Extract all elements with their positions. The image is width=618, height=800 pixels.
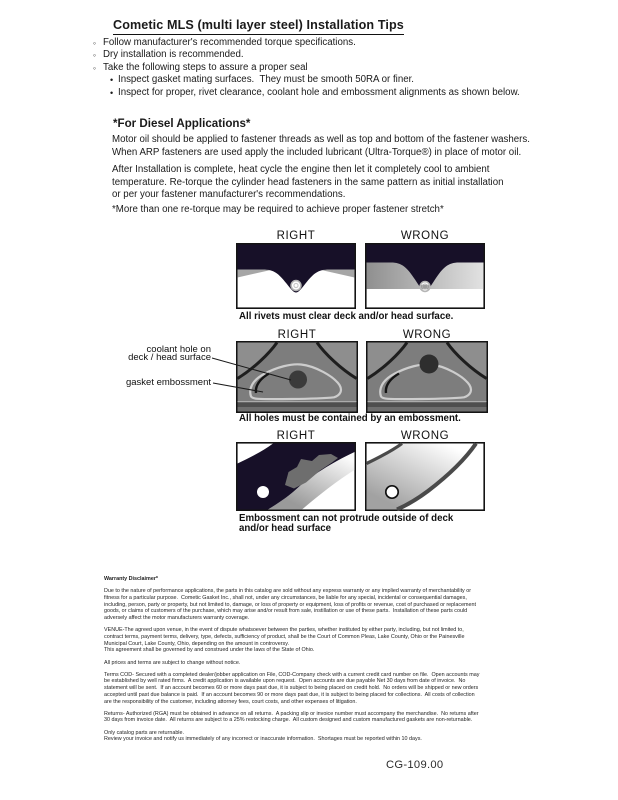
tip-text: Inspect gasket mating surfaces. They must be smooth 50RA or finer. — [118, 74, 414, 86]
tip-text: Follow manufacturer's recommended torque specifications. — [103, 37, 356, 48]
tips-list — [93, 37, 520, 99]
diesel-paragraph-2: After Installation is complete, heat cycle the engine then let it completely cool to ambient temperature. Re-torque the cylinder head fasteners in the same pattern as initial installation or per your fastener manufacturer's recommendations. — [112, 164, 504, 200]
tip-text: Take the following steps to assure a proper seal — [103, 61, 308, 73]
rivet-right-diagram — [236, 243, 356, 309]
page-title: Cometic MLS (multi layer steel) Installation Tips — [113, 18, 404, 35]
legal-heading: Warranty Disclaimer* — [104, 576, 159, 582]
retorque-note: *More than one re-torque may be required to achieve proper fastener stretch* — [112, 204, 444, 215]
legal-paragraph-prices: All prices and terms are subject to change without notice. — [104, 659, 241, 666]
figure-caption: All holes must be contained by an embossment. — [239, 413, 461, 424]
gasket-embossment-callout: gasket embossment — [125, 377, 211, 388]
right-label: RIGHT — [277, 329, 317, 341]
protrusion-right-diagram — [236, 442, 356, 511]
protrusion-wrong-diagram — [365, 442, 485, 511]
tip-item — [93, 49, 520, 61]
tip-text: Dry installation is recommended. — [103, 49, 244, 61]
legal-paragraph-terms: Terms COD- Secured with a completed dealer/jobber application on File, COD-Company check with a current credit card number on file. Open accounts may be established by well rated firms. A credit application is available upon request. Open accounts are due payable Net 30 days from date of invoice. No statement will be sent. If an account becomes 60 or more days past due, it is subject to being placed on credit hold. No orders will be shipped or new orders accepted until past due balance is paid. If an account becomes 90 or more days past due, it is subject to being placed for collections. All costs of collection are the responsibility of the customer, including attorney fees, court costs, and other expenses of litigation. — [104, 671, 480, 705]
part-number: CG-109.00 — [386, 759, 444, 771]
diesel-paragraph-1: Motor oil should be applied to fastener threads as well as top and bottom of the fastener washers. When ARP fasteners are used apply the included lubricant (Ultra-Torque®) in place of motor oil. — [112, 134, 530, 158]
figure-caption: Embossment can not protrude outside of deck and/or head surface — [239, 513, 454, 534]
open-bullet-icon: ◦ — [93, 38, 97, 48]
wrong-label: WRONG — [400, 430, 450, 442]
legal-paragraph-venue: VENUE-The agreed upon venue, in the event of dispute whatsoever between the parties, whether instituted by either party, including, but not limited to, contract terms, payment terms, delivery, type, defects, sufficiency of product, shall be the Court of Common Pleas, Lake County, Ohio or the Painesville Municipal Court, Lake County, Ohio, depending on the amount in controversy. This agreement shall be governed by and construed under the laws of the State of Ohio. — [104, 627, 465, 654]
sub-tip-item — [110, 87, 520, 99]
open-bullet-icon: ◦ — [93, 50, 97, 61]
filled-bullet-icon: • — [110, 87, 114, 98]
sub-tip-item — [110, 74, 520, 86]
tip-text: Inspect for proper, rivet clearance, coolant hole and embossment alignments as shown below. — [118, 86, 520, 98]
filled-bullet-icon: • — [110, 75, 114, 86]
rivet-wrong-diagram — [365, 243, 485, 309]
legal-paragraph-returns: Returns- Authorized (RGA) must be obtained in advance on all returns. A packing slip or invoice number must accompany the merchandise. No returns after 30 days from invoice date. All returns are subject to a 25% restocking charge. All custom designed and custom manufactured gaskets are non-returnable. — [104, 710, 479, 724]
tip-item — [93, 62, 520, 74]
legal-paragraph-catalog: Only catalog parts are returnable. Review your invoice and notify us immediately of any incorrect or inaccurate information. Shortages must be reported within 10 days. — [104, 729, 422, 743]
right-label: RIGHT — [276, 430, 316, 442]
tip-item — [93, 37, 520, 49]
legal-paragraph-warranty: Due to the nature of performance applications, the parts in this catalog are sold without any express warranty or any implied warranty of merchantability or fitness for a particular purpose. Cometic Gasket Inc., shall not, under any circumstances, be liable for any special, incidental or consequential damages, including, person, party or property, but not limited to, damage, or loss of property or equipment, loss of profits or revenue, cost of purchased or replacement goods, or claims of customers of the purchase, which may arise and/or result from sale, instillation or use of these parts. Installation of these parts could adversely affect the motor manufacturers warranty coverage. — [104, 588, 477, 622]
embossment-wrong-diagram — [366, 341, 488, 413]
legal-disclaimer — [104, 576, 518, 743]
wrong-label: WRONG — [400, 230, 450, 242]
open-bullet-icon: ◦ — [93, 62, 97, 73]
right-label: RIGHT — [276, 230, 316, 242]
coolant-hole-callout: coolant hole on deck / head surface — [128, 344, 211, 364]
wrong-label: WRONG — [402, 329, 452, 341]
callout-leader-lines — [204, 352, 296, 396]
figure-caption: All rivets must clear deck and/or head surface. — [239, 311, 454, 322]
diesel-heading: *For Diesel Applications* — [113, 117, 251, 130]
